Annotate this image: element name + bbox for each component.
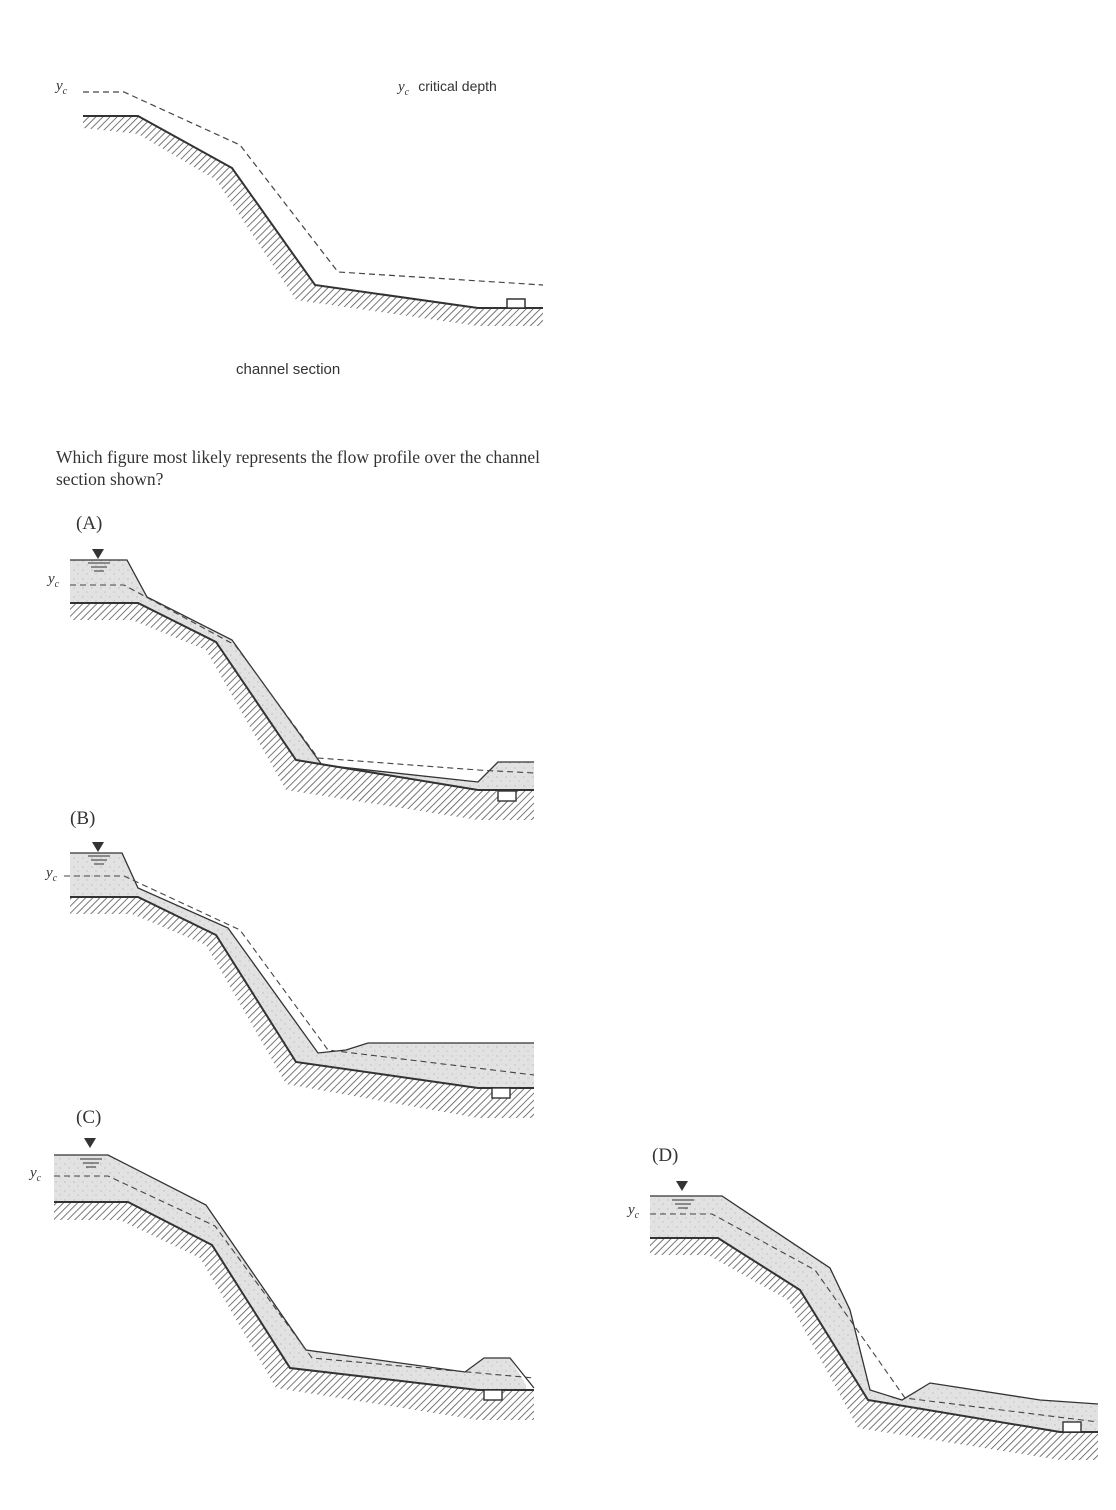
option-c-yc-label: $y_c$ — [30, 1165, 42, 1184]
option-c-label: (C) — [76, 1107, 102, 1128]
option-d-water — [650, 1196, 1098, 1432]
water-surface-marker-icon — [672, 1181, 694, 1208]
legend-text: critical depth — [418, 78, 497, 94]
option-a-label: (A) — [76, 513, 103, 534]
legend-yc-symbol: $y_c$ — [398, 79, 410, 98]
option-b-label: (B) — [70, 808, 96, 829]
yc-label: $y_c$ — [56, 78, 68, 97]
option-a-yc-label: $y_c$ — [48, 571, 60, 590]
option-d-sill-block — [1063, 1422, 1081, 1432]
option-b-yc-label: $y_c$ — [46, 865, 58, 884]
option-d-label: (D) — [652, 1145, 679, 1166]
figure-caption: channel section — [236, 361, 341, 378]
option-d-yc-label: $y_c$ — [628, 1202, 640, 1221]
question-text: Which figure most likely represents the flow profile over the channel section shown? — [56, 447, 541, 489]
